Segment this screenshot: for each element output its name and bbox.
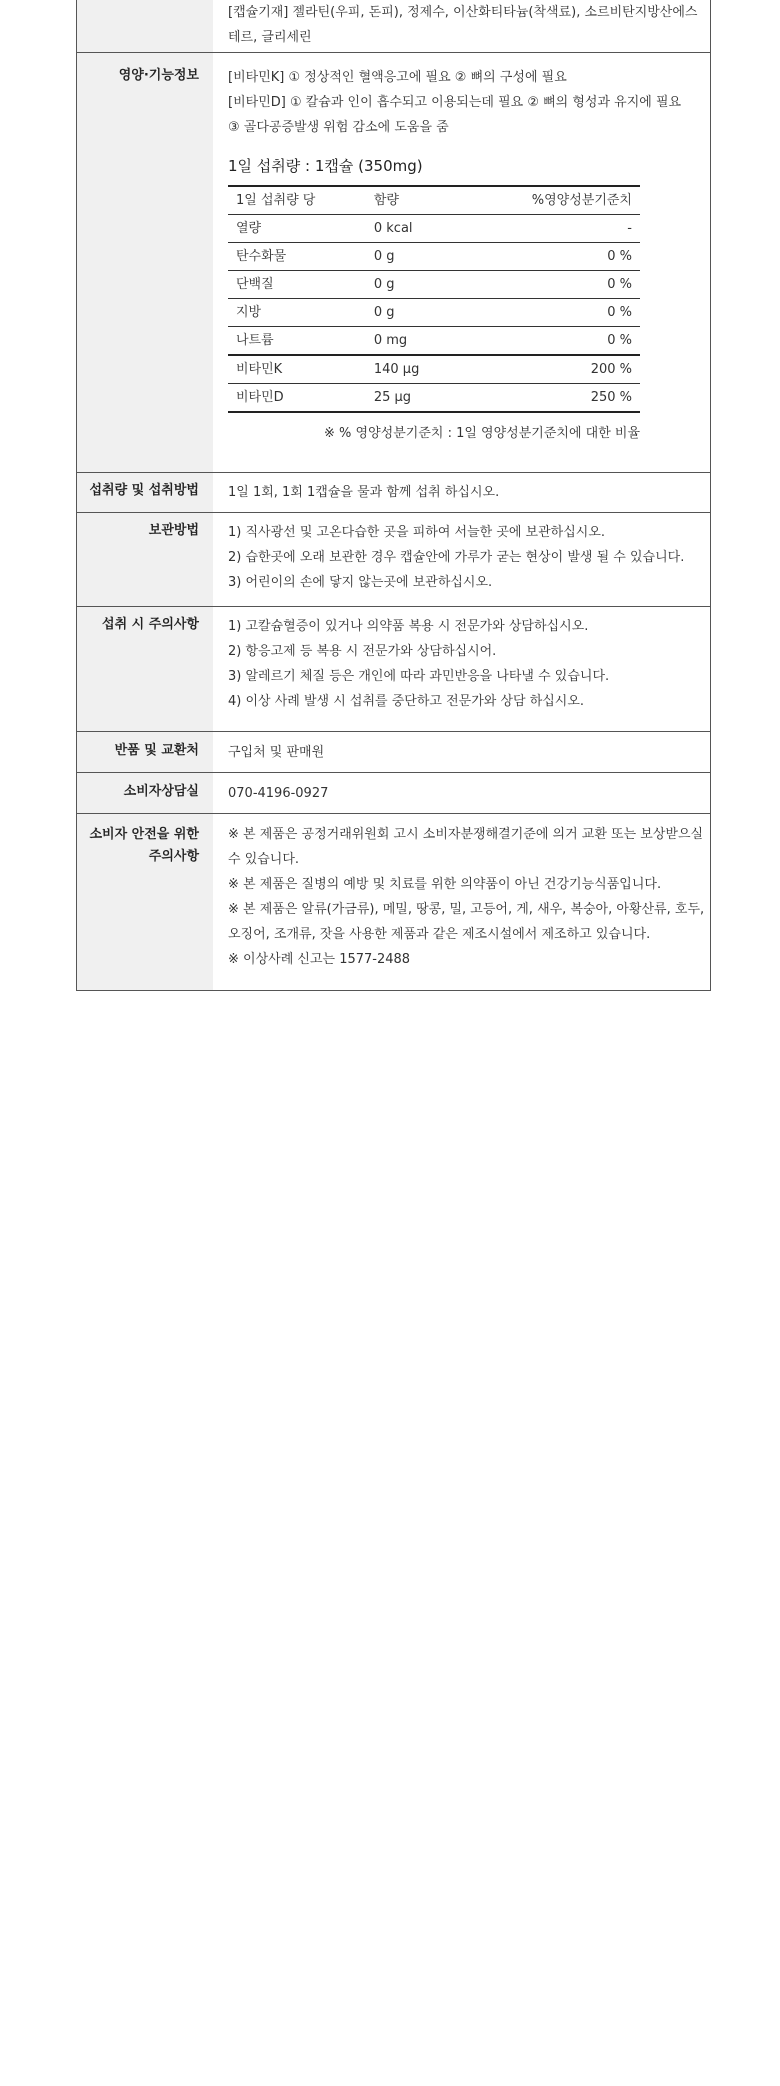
nutrient-amount: 0 mg xyxy=(366,327,472,356)
intake-row xyxy=(77,472,710,512)
nutrient-amount: 0 g xyxy=(366,271,472,299)
nutrient-name: 지방 xyxy=(228,299,366,327)
storage-content xyxy=(213,513,710,606)
ingredients-line: 테르, 글리세린 xyxy=(228,30,312,45)
safety-line: ※ 본 제품은 알류(가금류), 메밀, 땅콩, 밀, 고등어, 게, 새우, 복숭아, 아황산류, 호두, xyxy=(228,902,705,917)
safety-row xyxy=(77,813,710,990)
caution-label: 섭취 시 주의사항 xyxy=(77,607,213,731)
nutrient-amount: 140 μg xyxy=(366,355,472,384)
nutrient-percent: - xyxy=(472,215,640,243)
caution-content xyxy=(213,607,710,731)
intake-label: 섭취량 및 섭취방법 xyxy=(77,473,213,512)
nutrient-row xyxy=(228,271,640,299)
safety-line: 오징어, 조개류, 잣을 사용한 제품과 같은 제조시설에서 제조하고 있습니다. xyxy=(228,927,651,942)
header-amount: 함량 xyxy=(366,186,472,215)
nutrient-amount: 0 g xyxy=(366,299,472,327)
returns-content xyxy=(213,732,710,772)
intake-line: 1일 1회, 1회 1캡슐을 물과 함께 섭취 하십시오. xyxy=(228,485,500,500)
function-line: [비타민K] ① 정상적인 혈액응고에 필요 ② 뼈의 구성에 필요 xyxy=(228,70,567,85)
nutrient-row xyxy=(228,355,640,384)
returns-row xyxy=(77,731,710,772)
nutrition-content xyxy=(213,53,710,472)
ingredients-content xyxy=(213,0,710,52)
ingredients-line: [캡슐기재] 젤라틴(우피, 돈피), 정제수, 이산화티타늄(착색료), 소르비탄지방산에스 xyxy=(228,5,698,20)
function-line: [비타민D] ① 칼슘과 인이 흡수되고 이용되는데 필요 ② 뼈의 형성과 유지에 필요 xyxy=(228,95,682,110)
caution-line: 2) 항응고제 등 복용 시 전문가와 상담하십시어. xyxy=(228,644,497,659)
serving-size: 1일 섭취량 : 1캡슐 (350mg) xyxy=(228,157,423,175)
nutrient-amount: 0 g xyxy=(366,243,472,271)
caution-line: 1) 고칼슘혈증이 있거나 의약품 복용 시 전문가와 상담하십시오. xyxy=(228,619,589,634)
nutrition-row xyxy=(77,52,710,472)
nutrient-row xyxy=(228,327,640,356)
safety-label-line: 소비자 안전을 위한 xyxy=(89,827,199,842)
nutrient-name: 탄수화물 xyxy=(228,243,366,271)
safety-label xyxy=(77,814,213,990)
safety-label-line: 주의사항 xyxy=(148,849,199,864)
nutrient-row xyxy=(228,215,640,243)
nutrition-facts-table xyxy=(228,185,640,413)
ingredients-row xyxy=(77,0,710,52)
function-line: ③ 골다공증발생 위험 감소에 도움을 줌 xyxy=(228,120,449,135)
nutrient-percent: 200 % xyxy=(472,355,640,384)
nutrient-row xyxy=(228,299,640,327)
returns-line: 구입처 및 판매원 xyxy=(228,745,325,760)
safety-line: 수 있습니다. xyxy=(228,852,300,867)
nutrient-amount: 25 μg xyxy=(366,384,472,413)
nutrition-table-header xyxy=(228,186,640,215)
header-per-serving: 1일 섭취량 당 xyxy=(228,186,366,215)
consumer-phone: 070-4196-0927 xyxy=(228,786,329,801)
header-percent: %영양성분기준치 xyxy=(472,186,640,215)
nutrition-label: 영양·기능정보 xyxy=(77,53,213,472)
nutrient-name: 비타민K xyxy=(228,355,366,384)
nutrition-footnote: ※ % 영양성분기준치 : 1일 영양성분기준치에 대한 비율 xyxy=(324,426,640,441)
consumer-content xyxy=(213,773,710,813)
consumer-label: 소비자상담실 xyxy=(77,773,213,813)
caution-row xyxy=(77,606,710,731)
nutrient-name: 비타민D xyxy=(228,384,366,413)
returns-label: 반품 및 교환처 xyxy=(77,732,213,772)
caution-line: 3) 알레르기 체질 등은 개인에 따라 과민반응을 나타낼 수 있습니다. xyxy=(228,669,610,684)
nutrient-percent: 0 % xyxy=(472,327,640,356)
safety-line: ※ 본 제품은 공정거래위원회 고시 소비자분쟁해결기준에 의거 교환 또는 보상받으실 xyxy=(228,827,704,842)
storage-row xyxy=(77,512,710,606)
nutrient-row xyxy=(228,384,640,413)
nutrient-percent: 0 % xyxy=(472,299,640,327)
storage-label: 보관방법 xyxy=(77,513,213,606)
safety-content xyxy=(213,814,716,990)
product-info-table xyxy=(76,0,711,991)
consumer-row xyxy=(77,772,710,813)
ingredients-label xyxy=(77,0,213,52)
nutrient-percent: 0 % xyxy=(472,243,640,271)
nutrient-row xyxy=(228,243,640,271)
caution-line: 4) 이상 사례 발생 시 섭취를 중단하고 전문가와 상담 하십시오. xyxy=(228,694,585,709)
nutrient-name: 나트륨 xyxy=(228,327,366,356)
nutrient-name: 단백질 xyxy=(228,271,366,299)
nutrient-percent: 0 % xyxy=(472,271,640,299)
safety-line: ※ 이상사례 신고는 1577-2488 xyxy=(228,952,411,967)
safety-line: ※ 본 제품은 질병의 예방 및 치료를 위한 의약품이 아닌 건강기능식품입니다. xyxy=(228,877,662,892)
intake-content xyxy=(213,473,710,512)
storage-line: 3) 어린이의 손에 닿지 않는곳에 보관하십시오. xyxy=(228,575,493,590)
nutrient-percent: 250 % xyxy=(472,384,640,413)
nutrient-name: 열량 xyxy=(228,215,366,243)
storage-line: 2) 습한곳에 오래 보관한 경우 캡슐안에 가루가 굳는 현상이 발생 될 수 있습니다. xyxy=(228,550,685,565)
storage-line: 1) 직사광선 및 고온다습한 곳을 피하여 서늘한 곳에 보관하십시오. xyxy=(228,525,606,540)
nutrient-amount: 0 kcal xyxy=(366,215,472,243)
